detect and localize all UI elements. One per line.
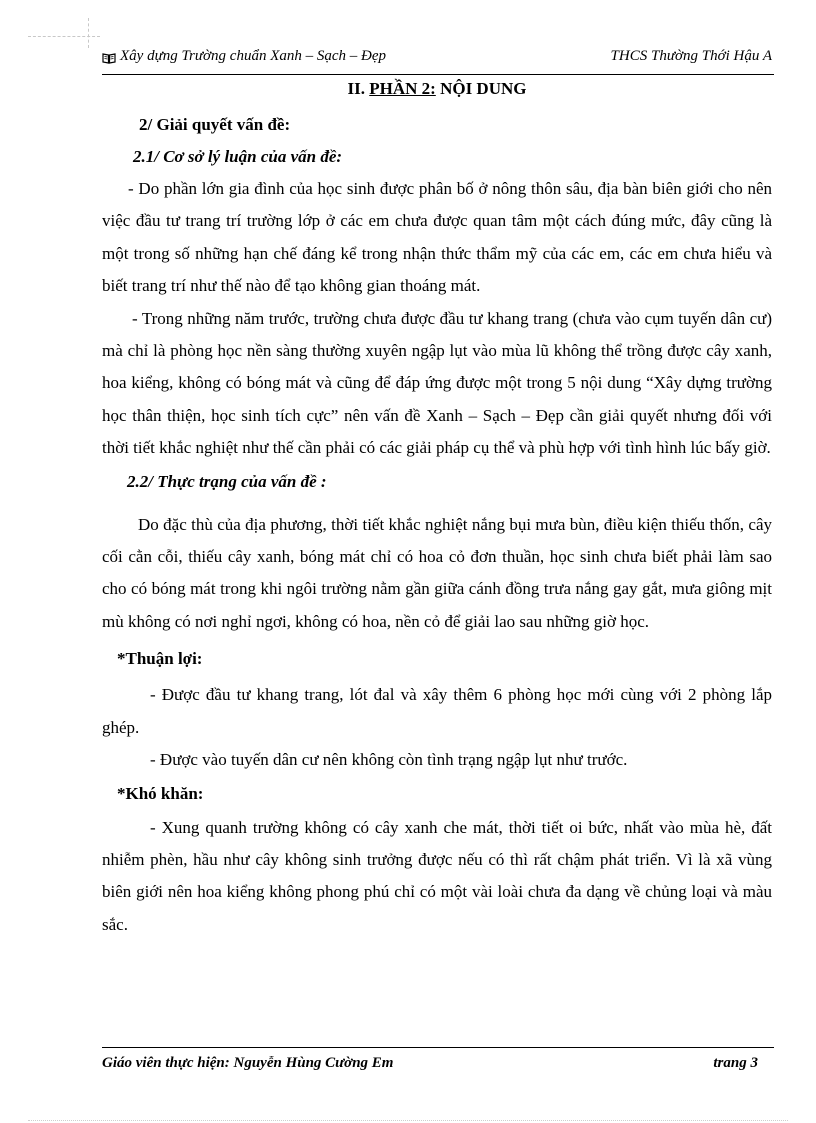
header-rule <box>102 74 774 75</box>
theory-paragraph: - Trong những năm trước, trường chưa được đầu tư khang trang (chưa vào cụm tuyến dân cư) mà chỉ là phòng học nền sàng thường xuyên ngập lụt vào mùa lũ không thể trồng được cây xanh, hoa kiểng, không có bóng mát và cũng để đáp ứng được một trong 5 nội dung “Xây dựng trường học thân thiện, học sinh tích cực” nên vấn đề Xanh – Sạch – Đẹp cần giải quyết nhưng đối với thời tiết khắc nghiệt như thế cần phải có các giải pháp cụ thể và phù hợp với tình hình lúc bấy giờ. <box>102 308 772 458</box>
page-bottom-guide <box>28 1120 788 1121</box>
header-right-text: THCS Thường Thới Hậu A <box>610 48 772 64</box>
page-corner-guide-horizontal <box>28 36 100 37</box>
page-corner-guide-vertical <box>88 18 89 48</box>
advantage-item: - Được đầu tư khang trang, lót đal và xây thêm 6 phòng học mới cùng với 2 phòng lắp ghép. <box>102 685 772 737</box>
open-book-icon <box>102 52 116 64</box>
section-heading: 2/ Giải quyết vấn đề: <box>139 115 291 134</box>
subsection-heading-situation: 2.2/ Thực trạng của vấn đề : <box>127 471 327 491</box>
footer-rule <box>102 1047 774 1048</box>
theory-paragraph: - Do phần lớn gia đình của học sinh được phân bố ở nông thôn sâu, địa bàn biên giới cho nên việc đầu tư trang trí trường lớp ở các em chưa được quan tâm một cách đúng mức, đây cũng là một trong số những hạn chế đáng kể trong nhận thức thẩm mỹ của các em, các em chưa hiểu và biết trang trí như thế nào để tạo không gian thoáng mát. <box>102 179 772 296</box>
page-footer <box>102 1055 772 1077</box>
situation-paragraph: Do đặc thù của địa phương, thời tiết khắc nghiệt nắng bụi mưa bùn, điều kiện thiếu thốn, cây cối cằn cỗi, thiếu cây xanh, bóng mát chỉ có hoa cỏ đơn thuần, học sinh chưa biết phải làm sao cho có bóng mát trong khi ngôi trường nằm gần giữa cánh đồng trưa nắng gay gắt, mưa giông mịt mù không có nơi nghỉ ngơi, không có hoa, nền cỏ để giải lao sau những giờ học. <box>102 514 772 631</box>
header-left-text: Xây dựng Trường chuẩn Xanh – Sạch – Đẹp <box>120 48 387 64</box>
footer-teacher-name: Giáo viên thực hiện: Nguyễn Hùng Cường Em <box>102 1055 394 1071</box>
page-content <box>102 78 772 941</box>
advantages-heading: *Thuận lợi: <box>117 649 203 669</box>
page-header <box>102 48 772 72</box>
difficulty-item: - Xung quanh trường không có cây xanh che mát, thời tiết oi bức, nhất vào mùa hè, đất nhiễm phèn, hầu như cây không sinh trưởng được nếu có thì rất chậm phát triển. Vì là xã vùng biên giới nên hoa kiểng không phong phú chỉ có một vài loài chưa đa dạng về chủng loại và màu sắc. <box>102 817 772 934</box>
subsection-heading-theory: 2.1/ Cơ sở lý luận của vấn đề: <box>133 147 343 166</box>
page-title-prefix: II. <box>347 79 370 98</box>
page-number: trang 3 <box>713 1055 758 1071</box>
header-left <box>102 48 386 65</box>
page-title <box>102 78 772 100</box>
page-title-underlined: PHẦN 2: <box>369 79 436 98</box>
page-title-suffix: NỘI DUNG <box>435 79 527 98</box>
advantage-item: - Được vào tuyến dân cư nên không còn tình trạng ngập lụt như trước. <box>150 750 628 770</box>
difficulties-heading: *Khó khăn: <box>117 783 204 803</box>
